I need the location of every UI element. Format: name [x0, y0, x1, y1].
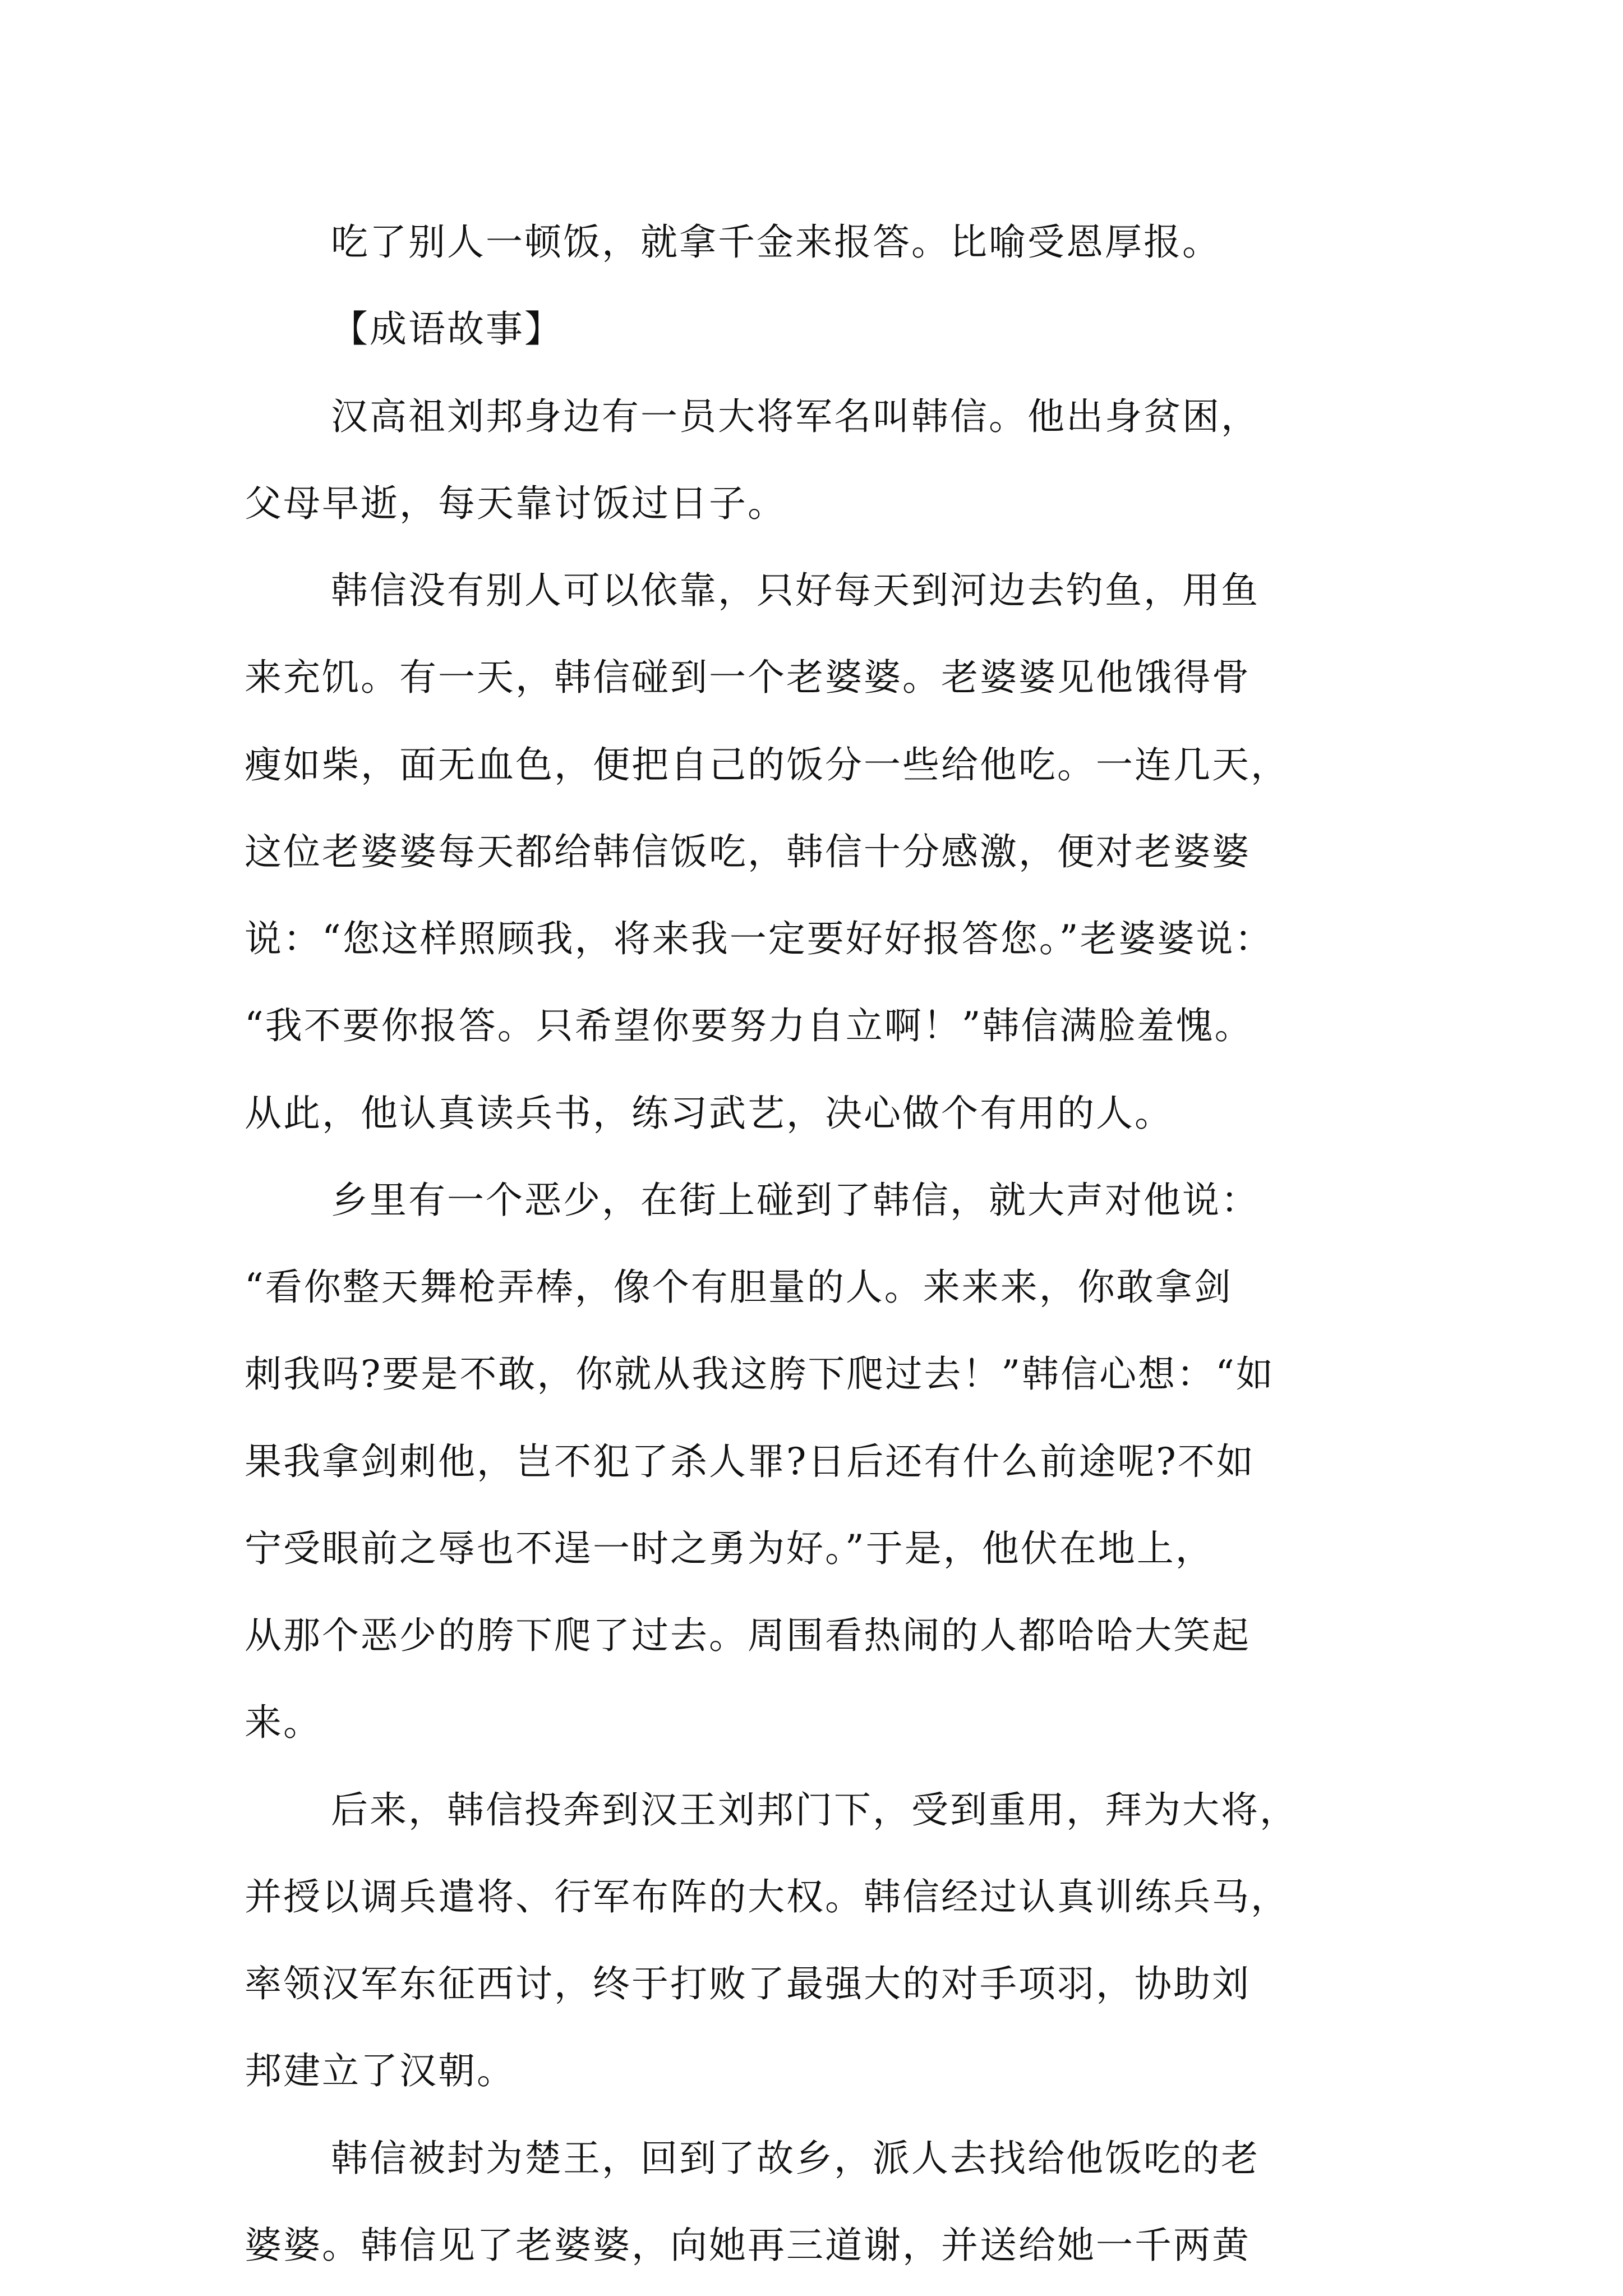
text-line: 从此，他认真读兵书，练习武艺，决心做个有用的人。	[245, 1092, 1173, 1135]
text-line: 吃了别人一顿饭，就拿千金来报答。比喻受恩厚报。	[331, 220, 1221, 264]
text-line: 乡里有一个恶少，在街上碰到了韩信，就大声对他说：	[331, 1179, 1260, 1222]
text-line: 果我拿剑刺他，岂不犯了杀人罪?日后还有什么前途呢?不如	[245, 1440, 1255, 1483]
text-line: 韩信被封为楚王，回到了故乡，派人去找给他饭吃的老	[331, 2137, 1260, 2180]
text-line: 来充饥。有一天，韩信碰到一个老婆婆。老婆婆见他饿得骨	[245, 656, 1251, 699]
text-line: “我不要你报答。只希望你要努力自立啊！”韩信满脸羞愧。	[245, 1004, 1253, 1047]
text-line: 后来，韩信投奔到汉王刘邦门下，受到重用，拜为大将，	[331, 1788, 1298, 1832]
text-line: 刺我吗?要是不敢，你就从我这胯下爬过去！”韩信心想：“如	[245, 1352, 1275, 1396]
text-line: 来。	[245, 1701, 322, 1744]
text-line: “看你整天舞枪弄棒，像个有胆量的人。来来来，你敢拿剑	[245, 1266, 1233, 1309]
text-line: 率领汉军东征西讨，终于打败了最强大的对手项羽，协助刘	[245, 1962, 1251, 2005]
text-line: 并授以调兵遣将、行军布阵的大权。韩信经过认真训练兵马，	[245, 1875, 1289, 1918]
text-line: 宁受眼前之辱也不逞一时之勇为好。”于是，他伏在地上，	[245, 1527, 1214, 1570]
text-line: 从那个恶少的胯下爬了过去。周围看热闹的人都哈哈大笑起	[245, 1614, 1251, 1657]
text-line: 邦建立了汉朝。	[245, 2049, 515, 2092]
text-line: 说：“您这样照顾我，将来我一定要好好报答您。”老婆婆说：	[245, 917, 1274, 960]
section-heading: 【成语故事】	[331, 307, 563, 351]
text-line: 父母早逝，每天靠讨饭过日子。	[245, 482, 786, 525]
text-line: 婆婆。韩信见了老婆婆，向她再三道谢，并送给她一千两黄	[245, 2224, 1251, 2267]
text-line: 汉高祖刘邦身边有一员大将军名叫韩信。他出身贫困，	[331, 395, 1260, 438]
text-line: 瘦如柴，面无血色，便把自己的饭分一些给他吃。一连几天，	[245, 743, 1289, 786]
text-line: 韩信没有别人可以依靠，只好每天到河边去钓鱼，用鱼	[331, 569, 1260, 612]
text-line: 这位老婆婆每天都给韩信饭吃，韩信十分感激，便对老婆婆	[245, 830, 1251, 873]
